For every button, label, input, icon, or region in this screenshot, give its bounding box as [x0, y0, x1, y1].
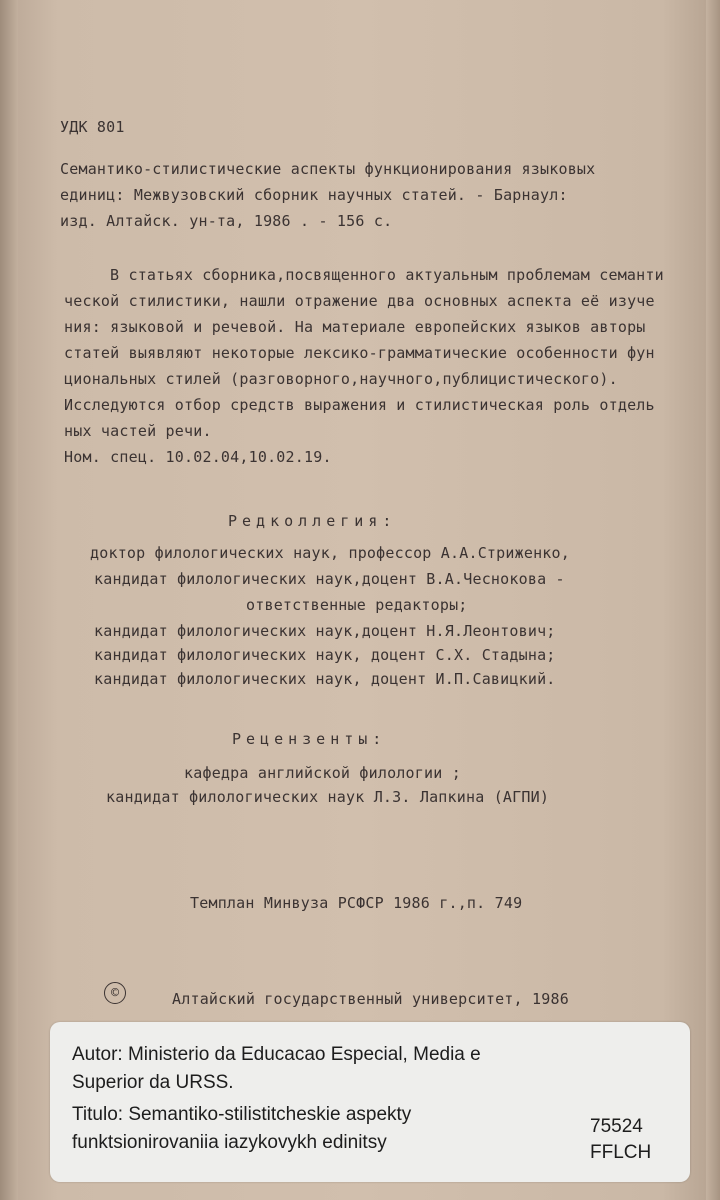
copyright-icon: ©	[104, 982, 126, 1004]
editorial-line-2: кандидат филологических наук,доцент В.А.Чеснокова -	[94, 570, 565, 588]
editorial-line-6: кандидат филологических наук, доцент И.П.Савицкий.	[94, 670, 556, 688]
abstract-line-1: В статьях сборника,посвященного актуальным проблемам семанти	[110, 266, 664, 284]
label-author-line-2: Superior da URSS.	[72, 1072, 234, 1093]
abstract-line-6: Исследуются отбор средств выражения и стилистическая роль отдель	[64, 396, 655, 414]
label-author-line-1: Autor: Ministerio da Educacao Especial, Media e	[72, 1044, 481, 1065]
reviewers-line-2: кандидат филологических наук Л.З. Лапкина (АГПИ)	[106, 788, 550, 806]
abstract-line-7: ных частей речи.	[64, 422, 212, 440]
editorial-heading: Редколлегия:	[228, 512, 397, 530]
editorial-line-5: кандидат филологических наук, доцент С.Х. Стадына;	[94, 646, 556, 664]
editorial-line-3: ответственные редакторы;	[246, 596, 468, 614]
label-library-code: FFLCH	[590, 1142, 652, 1163]
label-title-line-2: funktsionirovaniia iazykovykh edinitsy	[72, 1132, 387, 1153]
udk-code: УДК 801	[60, 118, 125, 136]
library-catalog-label	[50, 1022, 690, 1182]
abstract-line-3: ния: языковой и речевой. На материале европейских языков авторы	[64, 318, 646, 336]
editorial-line-4: кандидат филологических наук,доцент Н.Я.Леонтович;	[94, 622, 556, 640]
bib-line-1: Семантико-стилистические аспекты функционирования языковых	[60, 160, 596, 178]
label-title-line-1: Titulo: Semantiko-stilistitcheskie aspekty	[72, 1104, 412, 1125]
bib-line-3: изд. Алтайск. ун-та, 1986 . - 156 с.	[60, 212, 393, 230]
label-call-number: 75524	[590, 1116, 643, 1137]
copyright-text: Алтайский государственный университет, 1986	[172, 990, 569, 1008]
templan-line: Темплан Минвуза РСФСР 1986 г.,п. 749	[190, 894, 523, 912]
reviewers-heading: Рецензенты:	[232, 730, 387, 748]
abstract-line-5: циональных стилей (разговорного,научного,публицистического).	[64, 370, 618, 388]
abstract-line-2: ческой стилистики, нашли отражение два основных аспекта её изуче	[64, 292, 655, 310]
reviewers-line-1: кафедра английской филологии ;	[184, 764, 461, 782]
bib-line-2: единиц: Межвузовский сборник научных статей. - Барнаул:	[60, 186, 568, 204]
abstract-line-4: статей выявляют некоторые лексико-грамматические особенности фун	[64, 344, 655, 362]
editorial-line-1: доктор филологических наук, профессор А.А.Стриженко,	[90, 544, 570, 562]
specialty-codes: Ном. спец. 10.02.04,10.02.19.	[64, 448, 332, 466]
